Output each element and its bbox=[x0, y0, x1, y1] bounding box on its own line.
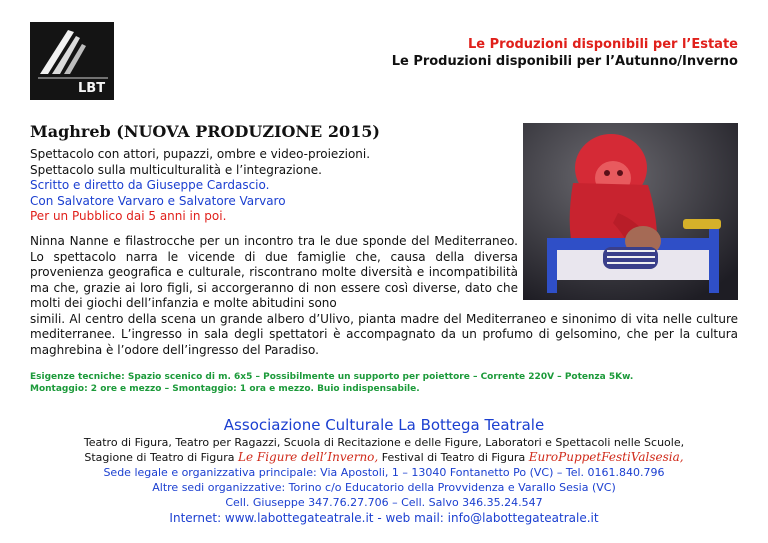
footer bbox=[0, 416, 768, 527]
description-paragraph-wrapped: Ninna Nanne e filastrocche per un incontro tra le due sponde del Mediterraneo. Lo spettacolo narra le vicende di due famiglie che, causa della diversa provenienza geografica e culturale, riscontrano molte diversità e incompatibilità ma che, grazie ai loro figli, si accorgeranno di non essere così diverse, dato che molti dei giochi dell’infanzia e molte abitudini sono bbox=[30, 234, 518, 310]
credits-line: Scritto e diretto da Giuseppe Cardascio. bbox=[30, 178, 270, 192]
footer-address: Sede legale e organizzativa principale: Via Apostoli, 1 – 13040 Fontanetto Po (VC) – Tel. 0161.840.796 bbox=[103, 466, 665, 479]
tech-line: Esigenze tecniche: Spazio scenico di m. 6x5 – Possibilmente un supporto per poiettore – Corrente 220V – Potenza 5Kw. bbox=[30, 372, 634, 382]
footer-phones: Cell. Giuseppe 347.76.27.706 – Cell. Salvo 346.35.24.547 bbox=[225, 496, 543, 509]
description-paragraph-full: simili. Al centro della scena un grande albero d’Ulivo, pianta madre del Mediterraneo e sinonimo di vita nelle culture mediterranee. L’ingresso in sala degli spettatori è accompagnato da un profumo di gelsomino, che per la cultura maghrebina è l’odore dell’ingresso del Paradiso. bbox=[30, 311, 738, 357]
footer-web-contacts[interactable]: Internet: www.labottegateatrale.it - web mail: info@labottegateatrale.it bbox=[169, 511, 599, 525]
show-description bbox=[30, 234, 738, 358]
footer-line: Teatro di Figura, Teatro per Ragazzi, Scuola di Recitazione e delle Figure, Laboratori e Spettacoli nelle Scuole, bbox=[83, 436, 685, 449]
technical-requirements bbox=[30, 371, 633, 395]
tech-line: Montaggio: 2 ore e mezzo – Smontaggio: 1 ora e mezzo. Buio indispensabile. bbox=[30, 384, 420, 394]
logo-graphic bbox=[30, 22, 114, 100]
footer-text: Festival di Teatro di Figura bbox=[381, 451, 526, 464]
show-intro bbox=[30, 147, 370, 225]
logo bbox=[30, 22, 114, 100]
footer-line-festivals bbox=[0, 450, 768, 465]
season-name: Le Figure dell’Inverno, bbox=[237, 450, 379, 464]
summer-productions-link[interactable]: Le Produzioni disponibili per l’Estate bbox=[468, 37, 738, 52]
intro-line: Spettacolo con attori, pupazzi, ombre e video-proiezioni. bbox=[30, 147, 371, 161]
logo-text: LBT bbox=[78, 81, 106, 96]
organization-name: Associazione Culturale La Bottega Teatrale bbox=[223, 416, 545, 434]
credits-line: Con Salvatore Varvaro e Salvatore Varvaro bbox=[30, 193, 286, 208]
intro-line: Spettacolo sulla multiculturalità e l’integrazione. bbox=[30, 162, 322, 177]
footer-other-sites: Altre sedi organizzative: Torino c/o Educatorio della Provvidenza e Varallo Sesia (VC) bbox=[152, 481, 616, 494]
show-title: Maghreb (NUOVA PRODUZIONE 2015) bbox=[30, 122, 380, 141]
footer-text: Stagione di Teatro di Figura bbox=[84, 451, 235, 464]
autumn-productions-link[interactable]: Le Produzioni disponibili per l’Autunno/Inverno bbox=[391, 54, 738, 69]
top-links bbox=[392, 36, 738, 70]
festival-name: EuroPuppetFestiValsesia, bbox=[528, 450, 684, 464]
audience-line: Per un Pubblico dai 5 anni in poi. bbox=[30, 209, 227, 223]
